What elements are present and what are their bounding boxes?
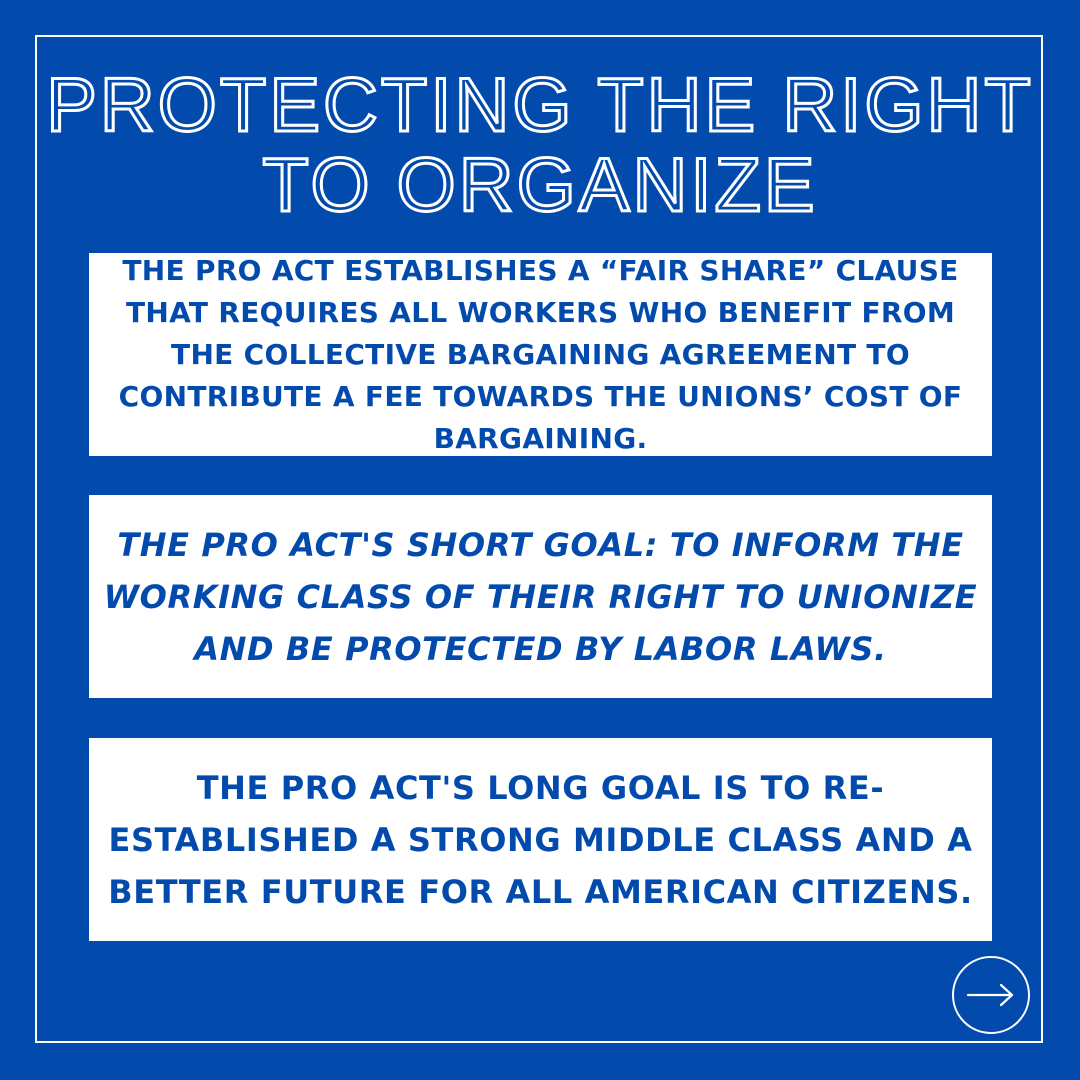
next-slide-button[interactable] — [952, 956, 1030, 1034]
info-card-long-goal — [89, 738, 992, 941]
info-card-text: THE PRO ACT ESTABLISHES A “FAIR SHARE” CLAUSE THAT REQUIRES ALL WORKERS WHO BENEFIT FROM THE COLLECTIVE BARGAINING AGREEMENT TO CONTRIBUTE A FEE TOWARDS THE UNIONS’ COST OF BARGAINING. — [118, 253, 963, 455]
info-card-short-goal — [89, 495, 992, 698]
info-card-text: THE PRO ACT'S LONG GOAL IS TO RE-ESTABLISHED A STRONG MIDDLE CLASS AND A BETTER FUTURE FOR ALL AMERICAN CITIZENS. — [108, 768, 973, 911]
info-card-text: THE PRO ACT'S SHORT GOAL: TO INFORM THE WORKING CLASS OF THEIR RIGHT TO UNIONIZE AND BE PROTECTED BY LABOR LAWS. — [103, 525, 978, 668]
arrow-right-icon — [966, 983, 1016, 1007]
page-title: PROTECTING THE RIGHT TO ORGANIZE — [46, 63, 1034, 228]
info-card-fair-share — [89, 253, 992, 456]
